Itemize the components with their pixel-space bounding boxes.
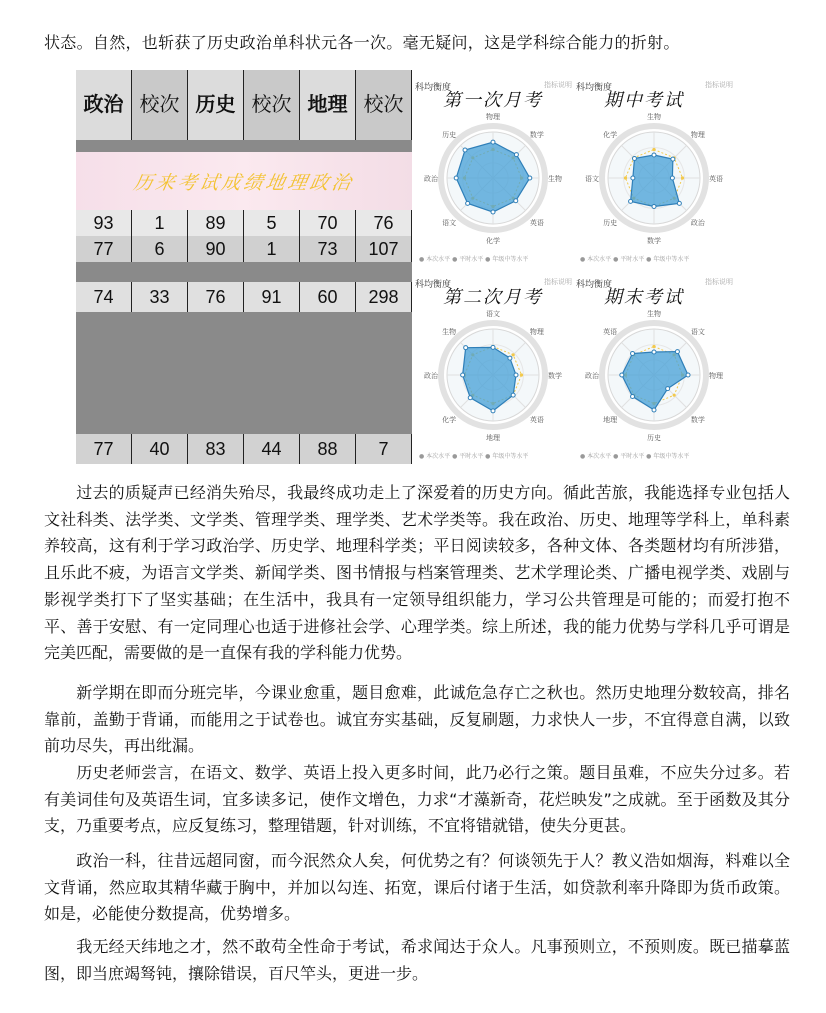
chart-title: 第一次月考 (443, 90, 543, 111)
radar-value-point (491, 210, 495, 214)
radar-chart (413, 267, 574, 464)
paragraph-text: 政治一科，往昔远超同窗，而今泯然众人矣，何优势之有？何谈领先于人？教义浩如烟海，料难以全文背诵，然应取其精华藏于胸中，并加以勾连、拓宽，课后付诸于生活，如贷款利率升降即为货币政策。如是，必能使分数提高，优势增多。 (44, 851, 790, 924)
radar-axis-label: 化学 (442, 415, 457, 424)
score-cell: 5 (244, 210, 300, 236)
legend-entry: 平时水平 (620, 453, 645, 460)
radar-value-point (652, 408, 656, 412)
chart-corner-label: 指标说明 (544, 81, 572, 89)
score-cell: 298 (356, 282, 412, 312)
score-cell: 76 (188, 282, 244, 312)
radar-value-point (631, 176, 635, 180)
radar-value-point (677, 201, 681, 205)
radar-value-point (514, 199, 518, 203)
chart-panel-label: 科均衡度 (576, 280, 613, 290)
radar-value-point (670, 176, 674, 180)
paragraph-text: 历史老师尝言，在语文、数学、英语上投入更多时间，此乃必行之策。题目虽难，不应失分过多。若有美词佳句及英语生词，宜多读多记，使作文增色，力求“才藻新奇，花烂映发”之成就。至于函数及其分支，乃重要考点，应反复练习，整理错题，针对训练，不宜将错就错，使失分更甚。 (44, 763, 790, 836)
chart-panel-label: 科均衡度 (415, 83, 452, 93)
score-cell: 77 (76, 434, 132, 464)
radar-axis-label: 英语 (529, 218, 544, 227)
legend-entry: 年级中等水平 (492, 453, 529, 460)
score-cell: 7 (356, 434, 412, 464)
radar-median-point (681, 176, 684, 179)
score-cell: 107 (356, 236, 412, 262)
radar-chart (574, 267, 735, 464)
intro-line: 状态。自然，也斩获了历史政治单科状元各一次。毫无疑问，这是学科综合能力的折射。 (44, 33, 680, 52)
radar-axis-label: 英语 (529, 415, 544, 424)
radar-axis-label: 生物 (647, 310, 661, 318)
radar-median-point (673, 394, 676, 397)
paragraph (44, 480, 790, 667)
radar-value-point (629, 199, 633, 203)
score-cell: 76 (356, 210, 412, 236)
radar-value-point (652, 350, 656, 354)
score-row (76, 282, 412, 312)
score-row (76, 236, 412, 262)
paragraph (44, 760, 790, 840)
radar-value-point (671, 157, 675, 161)
radar-charts-panel (413, 70, 735, 464)
score-cell: 73 (300, 236, 356, 262)
legend-entry: 平时水平 (620, 256, 645, 263)
chart-corner-label: 指标说明 (705, 81, 733, 89)
score-cell: 90 (188, 236, 244, 262)
paragraph-text: 过去的质疑声已经消失殆尽，我最终成功走上了深爱着的历史方向。循此苦旅，我能选择专业包括人文社科类、法学类、文学类、管理学类、理学类、艺术学类等。我在政治、历史、地理等学科上，单科素养较高，这有利于学习政治学、历史学、地理科学类；平日阅读较多，各种文体、各类题材均有所涉猎，且乐此不疲，为语言文学类、新闻学类、图书情报与档案管理类、艺术学理论类、广播电视学类、戏剧与影视学类打下了坚实基础；在生活中，我具有一定领导组织能力，学习公共管理是可能的；而爱打抱不平、善于安慰、有一定同理心也适于进修社会学、心理学类。综上所述，我的能力优势与学科几乎可谓是完美匹配，需要做的是一直保有我的学科能力优势。 (44, 483, 790, 663)
radar-svg (574, 70, 735, 267)
radar-value-point (652, 205, 656, 209)
radar-axis-label: 语文 (585, 175, 599, 183)
radar-value-point (511, 393, 515, 397)
legend-entry: 本次水平 (426, 256, 451, 263)
radar-axis-label: 物理 (529, 328, 544, 337)
radar-axis-label: 生物 (647, 113, 661, 121)
radar-value-point (514, 373, 518, 377)
chart-title: 期中考试 (604, 90, 684, 111)
paragraph-text: 我无经天纬地之才，然不敢苟全性命于考试，希求闻达于众人。凡事预则立，不预则废。既已描摹蓝图，即当庶竭驽钝，攘除错误，百尺竿头，更进一步。 (44, 937, 790, 983)
radar-value-point (491, 409, 495, 413)
score-header-row (76, 70, 412, 140)
score-cell: 74 (76, 282, 132, 312)
radar-value-polygon (631, 155, 680, 207)
chart-legend: ● 本次水平 ● 平时水平 ● 年级中等水平 (419, 256, 529, 263)
radar-axis-label: 生物 (548, 175, 562, 183)
radar-median-point (520, 373, 523, 376)
header-cell: 校次 (244, 70, 300, 140)
radar-axis-label: 英语 (709, 175, 723, 183)
radar-axis-label: 历史 (647, 434, 661, 442)
radar-axis-label: 语文 (486, 310, 500, 318)
radar-axis-label: 数学 (690, 415, 705, 424)
legend-entry: 年级中等水平 (492, 256, 529, 263)
score-row (76, 434, 412, 464)
radar-axis-label: 历史 (442, 131, 457, 140)
score-cell: 91 (244, 282, 300, 312)
radar-value-point (631, 352, 635, 356)
handwritten-note: 历来考试成绩地理政治 (131, 171, 356, 194)
radar-axis-label: 物理 (709, 372, 723, 380)
chart-title: 第二次月考 (443, 287, 543, 308)
chart-panel-label: 科均衡度 (576, 83, 613, 93)
radar-median-point (512, 353, 515, 356)
legend-entry: 本次水平 (587, 453, 612, 460)
score-cell: 40 (132, 434, 188, 464)
chart-title: 期末考试 (604, 287, 684, 308)
header-cell: 历史 (188, 70, 244, 140)
paragraph-text: 新学期在即而分班完毕，今课业愈重，题目愈难，此诚危急存亡之秋也。然历史地理分数较高，排名靠前，盖勤于背诵，而能用之于试卷也。诚宜夯实基础，反复刷题，力求快人一步，不宜得意自满，以致前功尽失，再出纰漏。 (44, 683, 790, 756)
radar-axis-label: 语文 (690, 328, 705, 337)
header-cell: 政治 (76, 70, 132, 140)
radar-axis-label: 数学 (529, 131, 544, 140)
radar-svg (413, 267, 574, 464)
radar-value-point (652, 153, 656, 157)
chart-corner-label: 指标说明 (544, 278, 572, 286)
radar-value-point (463, 148, 467, 152)
score-cell: 6 (132, 236, 188, 262)
radar-value-point (620, 373, 624, 377)
paragraph (44, 848, 790, 928)
score-cell: 89 (188, 210, 244, 236)
radar-value-point (468, 396, 472, 400)
legend-entry: 年级中等水平 (653, 453, 690, 460)
header-cell: 地理 (300, 70, 356, 140)
radar-value-point (666, 387, 670, 391)
radar-axis-label: 政治 (424, 372, 438, 380)
legend-entry: 平时水平 (459, 256, 484, 263)
radar-value-point (491, 345, 495, 349)
radar-axis-label: 物理 (486, 113, 500, 121)
radar-median-point (624, 176, 627, 179)
radar-value-point (632, 156, 636, 160)
radar-axis-label: 化学 (486, 237, 500, 245)
score-cell: 83 (188, 434, 244, 464)
score-photo (76, 70, 412, 464)
radar-axis-label: 数学 (647, 237, 661, 245)
radar-value-point (686, 373, 690, 377)
score-cell: 93 (76, 210, 132, 236)
legend-entry: 年级中等水平 (653, 256, 690, 263)
radar-axis-label: 政治 (690, 218, 705, 227)
handwritten-band (76, 152, 412, 210)
paragraph (44, 680, 790, 760)
score-cell: 77 (76, 236, 132, 262)
score-row (76, 210, 412, 236)
score-cell: 1 (244, 236, 300, 262)
radar-axis-label: 数学 (548, 372, 562, 380)
chart-legend: ● 本次水平 ● 平时水平 ● 年级中等水平 (580, 256, 690, 263)
chart-corner-label: 指标说明 (705, 278, 733, 286)
score-cell: 70 (300, 210, 356, 236)
radar-axis-label: 生物 (442, 328, 457, 337)
radar-value-point (508, 356, 512, 360)
radar-value-point (454, 176, 458, 180)
radar-svg (574, 267, 735, 464)
radar-value-point (675, 350, 679, 354)
legend-entry: 本次水平 (426, 453, 451, 460)
legend-entry: 平时水平 (459, 453, 484, 460)
radar-value-point (491, 140, 495, 144)
radar-chart (574, 70, 735, 267)
chart-panel-label: 科均衡度 (415, 280, 452, 290)
header-cell: 校次 (356, 70, 412, 140)
score-cell: 88 (300, 434, 356, 464)
radar-median-point (652, 148, 655, 151)
radar-svg (413, 70, 574, 267)
score-cell: 44 (244, 434, 300, 464)
legend-entry: 本次水平 (587, 256, 612, 263)
radar-value-point (514, 153, 518, 157)
score-cell: 1 (132, 210, 188, 236)
radar-axis-label: 物理 (690, 131, 705, 140)
radar-axis-label: 地理 (486, 434, 500, 442)
radar-axis-label: 英语 (603, 328, 618, 337)
radar-median-point (652, 345, 655, 348)
radar-value-point (464, 346, 468, 350)
radar-axis-label: 历史 (603, 218, 618, 227)
score-cell: 60 (300, 282, 356, 312)
radar-axis-label: 语文 (442, 218, 457, 227)
radar-axis-label: 政治 (424, 175, 438, 183)
radar-value-point (461, 373, 465, 377)
paragraph (44, 934, 790, 987)
header-cell: 校次 (132, 70, 188, 140)
radar-value-point (466, 201, 470, 205)
chart-legend: ● 本次水平 ● 平时水平 ● 年级中等水平 (419, 453, 529, 460)
chart-legend: ● 本次水平 ● 平时水平 ● 年级中等水平 (580, 453, 690, 460)
score-cell: 33 (132, 282, 188, 312)
radar-value-point (528, 176, 532, 180)
radar-axis-label: 化学 (603, 131, 618, 140)
radar-axis-label: 地理 (603, 415, 618, 424)
radar-chart (413, 70, 574, 267)
radar-value-point (631, 394, 635, 398)
radar-axis-label: 政治 (585, 372, 599, 380)
